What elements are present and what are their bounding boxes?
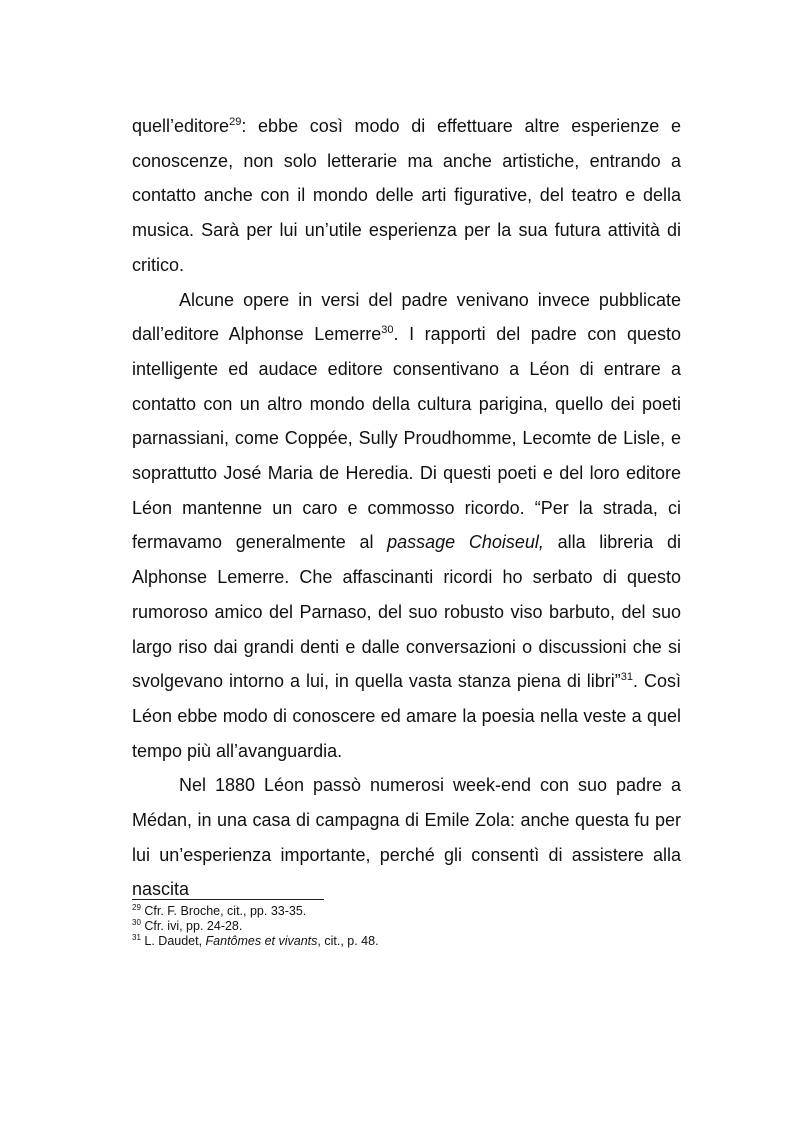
- footnote-number: 29: [132, 902, 141, 912]
- text-run: Alcune opere in versi del padre venivano invece pubblicate dall’editore Alphonse Lemerre: [132, 289, 681, 345]
- text-run: . I rapporti del padre con questo intelligente ed audace editore consentivano a Léon di entrare a contatto con un altro mondo della cultura parigina, quello dei poeti parnassiani, come Coppée, Sully Proudhomme, Lecomte de Lisle, e soprattutto José Maria de Heredia. Di questi poeti e del loro editore Léon mantenne un caro e commosso ricordo. “Per la strada, ci fermavamo generalmente al: [132, 324, 681, 553]
- text-run: . Così Léon ebbe modo di conoscere ed amare la poesia nella veste a quel tempo più all’avanguardia.: [132, 671, 681, 761]
- footnote-separator: [132, 899, 324, 900]
- footnote-number: 31: [132, 932, 141, 942]
- italic-text: passage Choiseul,: [387, 532, 544, 553]
- text-run: : ebbe così modo di effettuare altre esperienze e conoscenze, non solo letterarie ma anche artistiche, entrando a contatto anche con il mondo delle arti figurative, del teatro e della musica. Sarà per lui un’utile esperienza per la sua futura attività di critico.: [132, 116, 681, 275]
- footnote-ref: 31: [620, 671, 634, 684]
- text-run: Cfr. F. Broche, cit., pp. 33-35.: [144, 904, 307, 918]
- footnote: [132, 904, 681, 919]
- footnote-number: 30: [132, 917, 141, 927]
- footnote-ref: 29: [229, 116, 242, 128]
- paragraph: [132, 283, 681, 769]
- footnote: [132, 934, 681, 949]
- footnote-ref: 30: [381, 324, 394, 337]
- footnote: [132, 919, 681, 934]
- italic-text: Fantômes et vivants: [205, 934, 318, 948]
- text-run: L. Daudet,: [144, 934, 206, 948]
- paragraph: [132, 109, 681, 283]
- text-run: , cit., p. 48.: [317, 934, 379, 948]
- text-run: Cfr. ivi, pp. 24-28.: [144, 919, 243, 933]
- footnotes: [132, 904, 681, 949]
- text-run: quell’editore: [132, 116, 230, 136]
- text-run: Nel 1880 Léon passò numerosi week-end con suo padre a Médan, in una casa di campagna di Emile Zola: anche questa fu per lui un’esperienza importante, perché gli consentì di assistere alla nascita: [132, 775, 681, 900]
- body-text: [132, 109, 681, 907]
- paragraph: [132, 768, 681, 907]
- text-run: alla libreria di Alphonse Lemerre. Che affascinanti ricordi ho serbato di questo rumoroso amico del Parnaso, del suo robusto viso barbuto, del suo largo riso dai grandi denti e dalle conversazioni o discussioni che si svolgevano intorno a lui, in quella vasta stanza piena di libri”: [132, 532, 681, 692]
